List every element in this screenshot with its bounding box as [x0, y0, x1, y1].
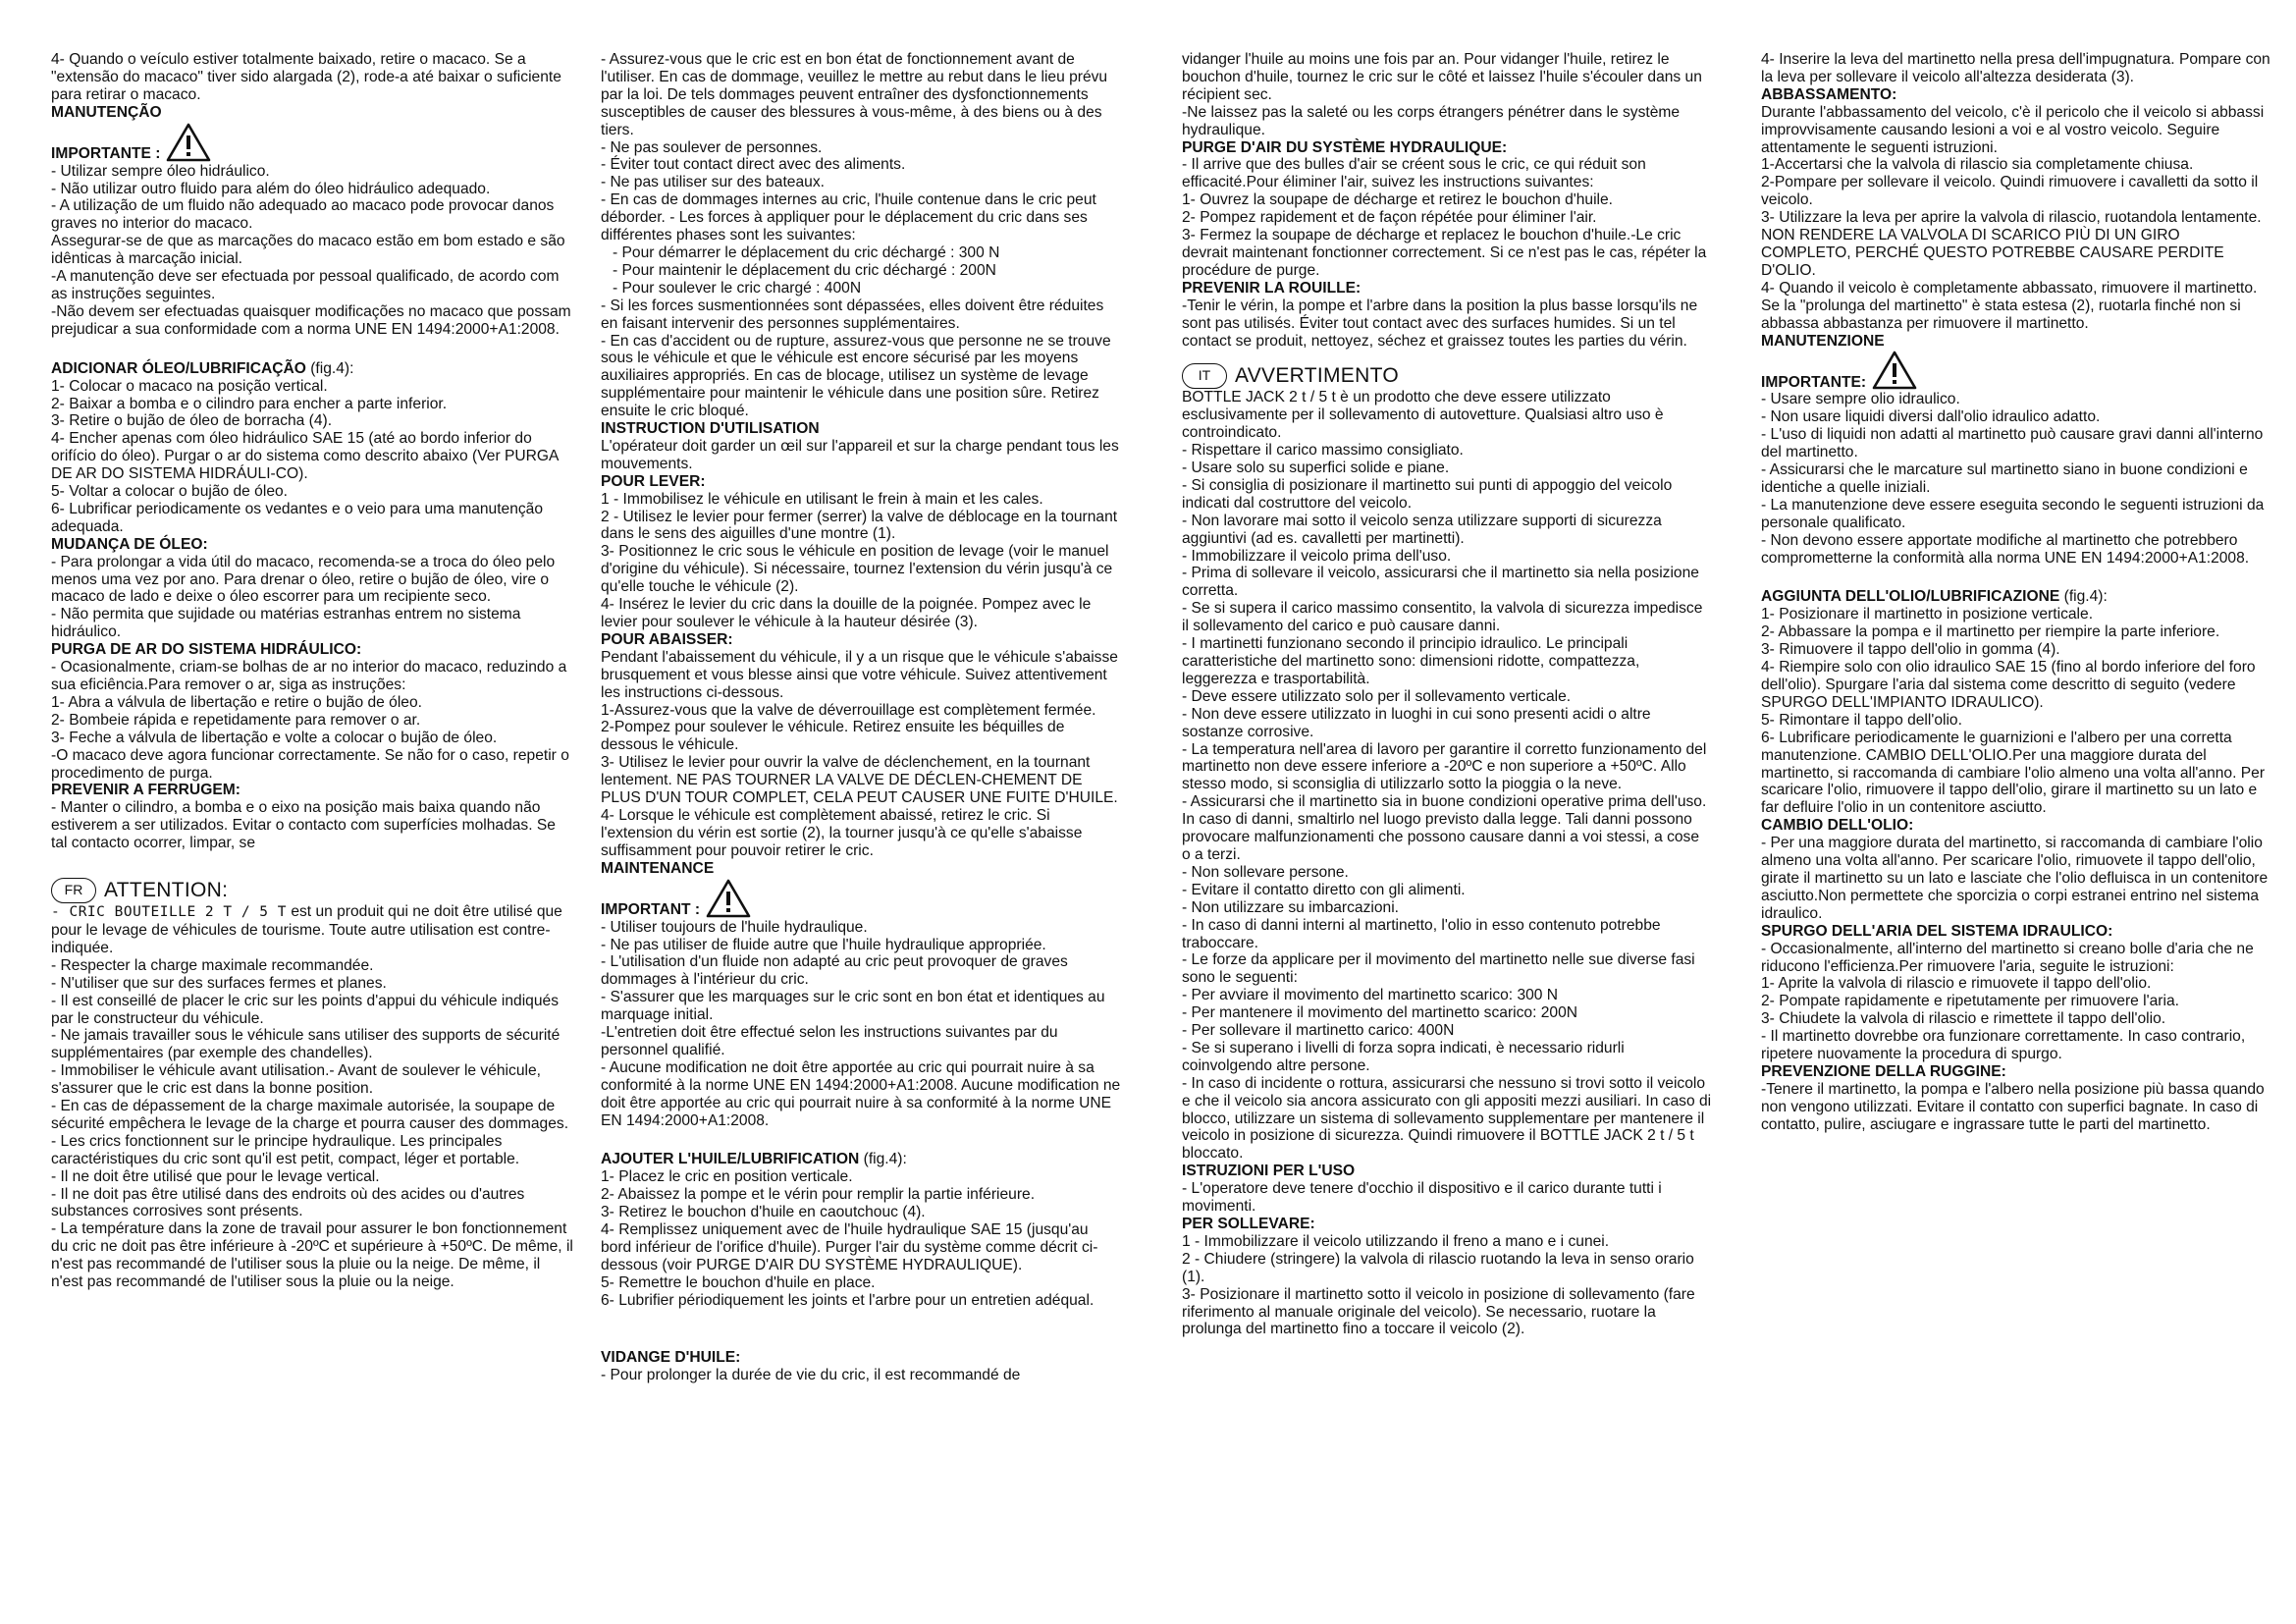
list-item: - Per mantenere il movimento del martinetto scarico: 200N — [1182, 1004, 1578, 1022]
paragraph: - L'operatore deve tenere d'occhio il dispositivo e il carico durante tutti i movimenti. — [1182, 1180, 1662, 1216]
list-item: 3- Positionnez le cric sous le véhicule en position de levage (voir le manuel d'origine du véhicule). Si nécessaire, tournez l'extension du vérin jusqu'à ce qu'elle touche le véhicule (2). — [601, 543, 1113, 596]
list-item: 3- Utilisez le levier pour ouvrir la valve de déclenchement, en la tournant lentement. NE PAS TOURNER LA VALVE DE DÉCLEN-CHEMENT DE PLUS D'UN TOUR COMPLET, CELA PEUT CAUSER UNE FUITE D'HUILE. — [601, 754, 1118, 807]
section-heading-adicionar: ADICIONAR ÓLEO/LUBRIFICAÇÃO (fig.4): — [51, 359, 354, 377]
list-item: 1- Colocar o macaco na posição vertical. — [51, 377, 328, 395]
list-item: Pendant l'abaissement du véhicule, il y a un risque que le véhicule s'abaisse brusquement et vous blesse ainsi que votre véhicule. Suivez attentivement les instructions ci-dessous. — [601, 648, 1118, 701]
paragraph: - Manter o cilindro, a bomba e o eixo na posição mais baixa quando não estiverem a ser utilizados. Evitar o contacto com superfícies molhadas. Se tal contacto ocorrer, limpar, se — [51, 799, 556, 852]
list-item: - Per sollevare il martinetto carico: 400N — [1182, 1022, 1455, 1040]
list-item: - Aucune modification ne doit être apportée au cric qui pourrait nuire à sa conformité à la norme UNE EN 1494:2000+A1:2008. Aucune modification ne doit être apportée au cric qui pourrait nuire à sa conformité à la norme UNE EN 1494:2000+A1:2008. — [601, 1058, 1121, 1129]
language-header-fr — [51, 878, 573, 903]
list-item: - Non usare liquidi diversi dall'olio idraulico adatto. — [1761, 408, 2101, 426]
list-item: 2- Abaissez la pompe et le vérin pour remplir la partie inférieure. — [601, 1186, 1036, 1204]
column-french-italian — [1182, 51, 1712, 1338]
list-item: BOTTLE JACK 2 t / 5 t è un prodotto che deve essere utilizzato esclusivamente per il sollevamento di autovetture. Qualsiasi altro uso è controindicato. — [1182, 389, 1664, 442]
list-item: - Ne pas soulever de personnes. — [601, 138, 823, 156]
list-item: 4- Insérez le levier du cric dans la douille de la poignée. Pompez avec le levier pour soulever le véhicule à la hauteur désirée (3). — [601, 596, 1092, 630]
warning-triangle-icon — [1872, 350, 1917, 391]
list-item: - Respecter la charge maximale recommandée. — [51, 956, 374, 974]
list-item: - Evitare il contatto diretto con gli alimenti. — [1182, 881, 1466, 898]
warning-triangle-icon — [706, 878, 751, 919]
list-item: 3- Retire o bujão de óleo de borracha (4). — [51, 412, 333, 430]
section-title-purge: PURGE D'AIR DU SYSTÈME HYDRAULIQUE: — [1182, 138, 1508, 156]
list-item: - Non deve essere utilizzato in luoghi in cui sono presenti acidi o altre sostanze corrosive. — [1182, 705, 1651, 740]
list-item: 3- Utilizzare la leva per aprire la valvola di rilascio, ruotandola lentamente. NON RENDERE LA VALVOLA DI SCARICO PIÙ DI UN GIRO COMPLETO, PERCHÉ QUESTO POTREBBE CAUSARE PERDITE D'OLIO. — [1761, 209, 2262, 279]
section-title-maintenance: MAINTENANCE — [601, 859, 715, 877]
list-item: - Ne jamais travailler sous le véhicule sans utiliser des supports de sécurité supplémentaires (par exemple des chandelles). — [51, 1027, 561, 1062]
list-item: - Utilizar sempre óleo hidráulico. — [51, 162, 270, 180]
list-fr-warnings — [51, 957, 573, 1291]
list-item: - Pour soulever le cric chargé : 400N — [613, 279, 862, 297]
section-title-abbassamento: ABBASSAMENTO: — [1761, 85, 1897, 103]
list-item: - Il martinetto dovrebbe ora funzionare correttamente. In caso contrario, ripetere nuovamente la procedura di spurgo. — [1761, 1028, 2246, 1063]
list-item: - Si consiglia di posizionare il martinetto sui punti di appoggio del veicolo indicati dal costruttore del veicolo. — [1182, 476, 1673, 512]
list-item: - Il ne doit être utilisé que pour le levage vertical. — [51, 1167, 380, 1185]
list-item: 4- Inserire la leva del martinetto nella presa dell'impugnatura. Pompare con la leva per sollevare il veicolo all'altezza desiderata (3). — [1761, 51, 2270, 85]
list-item: - Ne pas utiliser sur des bateaux. — [601, 174, 825, 191]
list-item: 6- Lubrificare periodicamente le guarnizioni e l'albero per una corretta manutenzione. CAMBIO DELL'OLIO.Per una maggiore durata del martinetto, si raccomanda di cambiare l'olio almeno una volta all'anno. Per scaricare l'olio, rimuovere il tappo dell'olio, girare il martinetto su un lato e far defluire l'olio in un contenitore asciutto. — [1761, 729, 2266, 817]
list-item: 3- Chiudete la valvola di rilascio e rimettete il tappo dell'olio. — [1761, 1010, 2166, 1028]
list-item: 2- Bombeie rápida e repetidamente para remover o ar. — [51, 711, 421, 729]
paragraph: -Tenere il martinetto, la pompa e l'albero nella posizione più bassa quando non vengono utilizzati. Evitare il contatto con superfici bagnate. In caso di contatto, pulire, asciugare e ingrassare tutte le parti del martinetto. — [1761, 1080, 2265, 1133]
column-portuguese — [51, 51, 573, 1291]
list-item: 1-Accertarsi che la valvola di rilascio sia completamente chiusa. — [1761, 156, 2194, 174]
list-item: - Éviter tout contact direct avec des aliments. — [601, 156, 906, 174]
section-title-spurgo: SPURGO DELL'ARIA DEL SISTEMA IDRAULICO: — [1761, 922, 2113, 940]
list-item: - Pour maintenir le déplacement du cric déchargé : 200N — [613, 261, 996, 279]
section-title-lever: POUR LEVER: — [601, 472, 706, 490]
section-heading-aggiunta: AGGIUNTA DELL'OLIO/LUBRIFICAZIONE (fig.4): — [1761, 588, 2108, 606]
section-title-prevenir: PREVENIR A FERRUGEM: — [51, 782, 240, 799]
list-item: - En cas d'accident ou de rupture, assurez-vous que personne ne se trouve sous le véhicule et que le véhicule est encore sécurisé par les moyens auxiliaires appropriés. En cas de blocage, utilisez un système de levage supplémentaire pour maintenir le véhicule dans une position sûre. Retirez ensuite le cric bloqué. — [601, 332, 1111, 420]
section-title-ruggine: PREVENZIONE DELLA RUGGINE: — [1761, 1062, 2006, 1080]
important-label: IMPORTANTE: — [1761, 373, 1867, 391]
list-item: - La manutenzione deve essere eseguita secondo le seguenti istruzioni da personale qualificato. — [1761, 496, 2265, 531]
list-item: 2 - Chiudere (stringere) la valvola di rilascio ruotando la leva in senso orario (1). — [1182, 1250, 1694, 1285]
important-label: IMPORTANTE : — [51, 144, 161, 162]
language-flag-fr: FR — [51, 878, 96, 903]
list-item: 1- Abra a válvula de libertação e retire o bujão de óleo. — [51, 693, 422, 711]
section-title-vidange: VIDANGE D'HUILE: — [601, 1348, 741, 1366]
list-item: - Les crics fonctionnent sur le principe hydraulique. Les principales caractéristiques du cric sont qu'il est petit, compact, léger et portable. — [51, 1132, 520, 1167]
list-item: -A manutenção deve ser efectuada por pessoal qualificado, de acordo com as instruções seguintes. — [51, 268, 560, 302]
paragraph: L'opérateur doit garder un œil sur l'appareil et sur la charge pendant tous les mouvements. — [601, 437, 1119, 472]
list-item: - Immobiliser le véhicule avant utilisation.- Avant de soulever le véhicule, s'assurer que le cric est dans la bonne position. — [51, 1062, 541, 1098]
list-item: 1- Posizionare il martinetto in posizione verticale. — [1761, 606, 2094, 623]
section-title-abaisser: POUR ABAISSER: — [601, 630, 733, 648]
column-french — [601, 51, 1123, 1383]
list-item: 2- Pompez rapidement et de façon répétée pour éliminer l'air. — [1182, 209, 1597, 227]
list-item: - La température dans la zone de travail pour assurer le bon fonctionnement du cric ne doit pas être inférieure à -20ºC et supérieure à +50ºC. De même, il n'est pas recommandé de l'utiliser sous la pluie ou la neige. De même, il n'est pas recommandé de l'utiliser sous la pluie ou la neige. — [51, 1220, 573, 1291]
section-title-cambio: CAMBIO DELL'OLIO: — [1761, 817, 1914, 835]
list-item: 4- Quando il veicolo è completamente abbassato, rimuovere il martinetto. Se la "prolunga del martinetto" è stata estesa (2), ruotarla finché non si abbassa abbastanza per rimuovere il martinetto. — [1761, 279, 2258, 332]
important-heading — [601, 878, 1123, 919]
list-item: - Il est conseillé de placer le cric sur les points d'appui du véhicule indiqués par le constructeur du véhicule. — [51, 992, 559, 1027]
list-item: Assegurar-se de que as marcações do macaco estão em bom estado e são idênticas à marcação inicial. — [51, 233, 565, 268]
section-title-purga: PURGA DE AR DO SISTEMA HIDRÁULICO: — [51, 641, 362, 659]
attention-title: ATTENTION: — [104, 879, 229, 902]
list-item: 2 - Utilisez le levier pour fermer (serrer) la valve de déblocage en la tournant dans le sens des aiguilles d'une montre (1). — [601, 508, 1118, 543]
list-item: 2-Pompare per sollevare il veicolo. Quindi rimuovere i cavalletti da sotto il veicolo. — [1761, 174, 2259, 209]
list-item: -Não devem ser efectuadas quaisquer modificações no macaco que possam prejudicar a sua conformidade com a norma UNE EN 1494:2000+A1:2008. — [51, 302, 571, 338]
list-item: - Se si supera il carico massimo consentito, la valvola di sicurezza impedisce il sollevamento del carico e può causare danni. — [1182, 600, 1703, 635]
product-intro: - CRIC BOUTEILLE 2 T / 5 T est un produit qui ne doit être utilisé que pour le levage de véhicules de tourisme. Toute autre utilisation est contre-indiquée. — [51, 903, 562, 956]
avvertimento-title: AVVERTIMENTO — [1235, 364, 1399, 388]
warning-triangle-icon — [166, 122, 211, 163]
list-item: - Se si superano i livelli di forza sopra indicati, è necessario ridurli coinvolgendo altre persone. — [1182, 1039, 1625, 1074]
paragraph: - Pour prolonger la durée de vie du cric, il est recommandé de — [601, 1366, 1021, 1383]
paragraph: - Per una maggiore durata del martinetto, si raccomanda di cambiare l'olio almeno una volta all'anno. Per scaricare l'olio, rimuovete il tappo dell'olio, girate il martinetto su un lato e lasciate che l'olio defluisca in un contenitore asciutto.Non permettete che sporcizia o corpi estranei entrino nel sistema idraulico. — [1761, 835, 2269, 922]
list-item: - L'utilisation d'un fluide non adapté au cric peut provoquer de graves dommages à l'intérieur du cric. — [601, 953, 1068, 989]
list-item: 3- Retirez le bouchon d'huile en caoutchouc (4). — [601, 1204, 926, 1221]
list-item: 6- Lubrifier périodiquement les joints et l'arbre pour un entretien adéqual. — [601, 1291, 1095, 1309]
list-item: - En cas de dépassement de la charge maximale autorisée, la soupape de sécurité empêchera le levage de la charge et pourra causer des dommages. — [51, 1098, 569, 1132]
list-item: - Le forze da applicare per il movimento del martinetto nelle sue diverse fasi sono le seguenti: — [1182, 951, 1695, 987]
list-item: 4- Remplissez uniquement avec de l'huile hydraulique SAE 15 (jusqu'au bord inférieur de l'orifice d'huile). Purger l'air du système comme décrit ci-dessous (voir PURGE D'AIR DU SYSTÈME HYDRAULIQUE). — [601, 1221, 1098, 1273]
list-adicionar — [51, 378, 573, 536]
paragraph: -Tenir le vérin, la pompe et l'arbre dans la position la plus basse lorsqu'ils ne sont pas utilisés. Éviter tout contact avec des surfaces humides. Si un tel contact se produit, nettoyez, séchez et graissez toutes les parties du vérin. — [1182, 297, 1698, 350]
list-item: - Rispettare il carico massimo consigliato. — [1182, 442, 1464, 460]
section-title-manutencao: MANUTENÇÃO — [51, 103, 162, 121]
list-item: - La temperatura nell'area di lavoro per garantire il corretto funzionamento del martinetto non deve essere inferiore a -20ºC e non superiore a +50ºC. Allo stesso modo, si sconsiglia di utilizzarlo sotto la pioggia o la neve. — [1182, 740, 1707, 793]
list-item: 6- Lubrificar periodicamente os vedantes e o veio para uma manutenção adequada. — [51, 500, 544, 535]
list-item: 3- Fermez la soupape de décharge et replacez le bouchon d'huile.-Le cric devrait maintenant fonctionner correctement. Si ce n'est pas le cas, répéter la procédure de purge. — [1182, 227, 1707, 279]
list-item: - In caso di danni interni al martinetto, l'olio in esso contenuto potrebbe traboccare. — [1182, 916, 1661, 951]
list-item: 2-Pompez pour soulever le véhicule. Retirez ensuite les béquilles de dessous le véhicule. — [601, 719, 1065, 754]
list-item: - Il arrive que des bulles d'air se créent sous le cric, ce qui réduit son efficacité.Pour éliminer l'air, suivez les instructions suivantes: — [1182, 156, 1646, 191]
list-item: - A utilização de um fluido não adequado ao macaco pode provocar danos graves no interior do macaco. — [51, 197, 555, 233]
list-item: 3- Feche a válvula de libertação e volte a colocar o bujão de óleo. — [51, 729, 498, 746]
paragraph: -Ne laissez pas la saleté ou les corps étrangers pénétrer dans le système hydraulique. — [1182, 103, 1681, 138]
list-item: 1- Placez le cric en position verticale. — [601, 1168, 853, 1186]
list-item: - Non lavorare mai sotto il veicolo senza utilizzare supporti di sicurezza aggiuntivi (ad es. cavalletti per martinetti). — [1182, 512, 1662, 547]
list-item: - Usare solo su superfici solide e piane. — [1182, 460, 1450, 477]
list-item: 1- Aprite la valvola di rilascio e rimuovete il tappo dell'olio. — [1761, 975, 2152, 993]
section-title-mudanca: MUDANÇA DE ÓLEO: — [51, 535, 208, 553]
section-title-sollevare: PER SOLLEVARE: — [1182, 1216, 1315, 1232]
section-title-istruzioni: ISTRUZIONI PER L'USO — [1182, 1163, 1356, 1180]
list-item: - Il ne doit pas être utilisé dans des endroits où des acides ou d'autres substances corrosives sont présents. — [51, 1185, 525, 1220]
list-item: 4- Riempire solo con olio idraulico SAE 15 (fino al bordo inferiore del foro dell'olio). Spurgare l'aria dal sistema come descritto di seguito (vedere SPURGO DELL'IMPIANTO IDRAULICO). — [1761, 659, 2256, 711]
intro-text: 4- Quando o veículo estiver totalmente baixado, retire o macaco. Se a "extensão do macaco" tiver sido alargada (2), rode-a até baixar o suficiente para retirar o macaco. — [51, 51, 561, 103]
list-item: 1-Assurez-vous que la valve de déverrouillage est complètement fermée. — [601, 701, 1096, 719]
list-item: - Non sollevare persone. — [1182, 863, 1349, 881]
important-heading — [51, 122, 573, 163]
list-item: - Pour démarrer le déplacement du cric déchargé : 300 N — [613, 244, 1000, 261]
list-item: - L'uso di liquidi non adatti al martinetto può causare gravi danni all'interno del martinetto. — [1761, 426, 2264, 461]
section-title-manutenzione: MANUTENZIONE — [1761, 332, 1885, 350]
list-item: 1 - Immobilisez le véhicule en utilisant le frein à main et les cales. — [601, 490, 1043, 508]
section-heading-ajouter: AJOUTER L'HUILE/LUBRIFICATION (fig.4): — [601, 1151, 907, 1168]
list-item: - Non devono essere apportate modifiche al martinetto che potrebbero comprometterne la conformità alla norma UNE EN 1494:2000+A1:2008. — [1761, 531, 2250, 567]
paragraph: vidanger l'huile au moins une fois par an. Pour vidanger l'huile, retirez le bouchon d'huile, tournez le cric sur le côté et laissez l'huile s'écouler dans un récipient sec. — [1182, 51, 1702, 103]
list-item: - Utiliser toujours de l'huile hydraulique. — [601, 918, 868, 936]
list-item: - Ne pas utiliser de fluide autre que l'huile hydraulique appropriée. — [601, 936, 1046, 953]
section-title-rouille: PREVENIR LA ROUILLE: — [1182, 279, 1362, 297]
list-item: 3- Rimuovere il tappo dell'olio in gomma (4). — [1761, 641, 2060, 659]
section-title-instruction: INSTRUCTION D'UTILISATION — [601, 420, 820, 438]
list-item: Durante l'abbassamento del veicolo, c'è il pericolo che il veicolo si abbassi improvvisamente causando lesioni a voi e al vostro veicolo. Seguire attentamente le seguenti istruzioni. — [1761, 103, 2265, 156]
list-item: - Assicurarsi che le marcature sul martinetto siano in buone condizioni e identiche a quelle iniziali. — [1761, 461, 2248, 496]
list-item: 3- Posizionare il martinetto sotto il veicolo in posizione di sollevamento (fare riferimento al manuale originale del veicolo). Se necessario, ruotare la prolunga del martinetto fino a toccare il veicolo (2). — [1182, 1285, 1695, 1338]
important-label: IMPORTANT : — [601, 900, 701, 918]
list-item: - Occasionalmente, all'interno del martinetto si creano bolle d'aria che ne riducono l'efficienza.Per rimuovere l'aria, seguite le istruzioni: — [1761, 940, 2254, 975]
list-item: - N'utiliser que sur des surfaces fermes et planes. — [51, 974, 387, 992]
list-item: - En cas de dommages internes au cric, l'huile contenue dans le cric peut déborder. - Les forces à appliquer pour le déplacement du cric dans ses différentes phases sont les suivantes: — [601, 191, 1096, 244]
list-item: -O macaco deve agora funcionar correctamente. Se não for o caso, repetir o procedimento de purga. — [51, 746, 569, 782]
list-item: 4- Encher apenas com óleo hidráulico SAE 15 (até ao bordo inferior do orifício do óleo). Purgar o ar do sistema como descrito abaixo (Ver PURGA DE AR DO SISTEMA HIDRÁULI-CO). — [51, 430, 559, 483]
list-item: 4- Lorsque le véhicule est complètement abaissé, retirez le cric. Si l'extension du vérin est sortie (2), la tourner jusqu'à ce qu'elle s'abaisse suffisamment pour pouvoir retirer le cric. — [601, 806, 1083, 859]
list-item: 5- Remettre le bouchon d'huile en place. — [601, 1273, 876, 1291]
list-item: - S'assurer que les marquages sur le cric sont en bon état et identiques au marquage initial. — [601, 989, 1105, 1024]
list-manutencao — [51, 163, 573, 339]
list-item: - Per avviare il movimento del martinetto scarico: 300 N — [1182, 987, 1559, 1004]
list-item: - Prima di sollevare il veicolo, assicurarsi che il martinetto sia nella posizione corretta. — [1182, 565, 1699, 600]
list-item: 2- Baixar a bomba e o cilindro para encher a parte inferior. — [51, 395, 448, 412]
list-item: - Assicurarsi che il martinetto sia in buone condizioni operative prima dell'uso. In caso di danni, smaltirlo nel luogo previsto dalla legge. Tali danni possono provocare malfunzionamenti che possono causare danni a voi stessi, a cose o a terzi. — [1182, 793, 1707, 863]
list-item: - Ocasionalmente, criam-se bolhas de ar no interior do macaco, reduzindo a sua eficiência.Para remover o ar, siga as instruções: — [51, 659, 567, 693]
list-item: - In caso di incidente o rottura, assicurarsi che nessuno si trovi sotto il veicolo e che il veicolo sia ancora assicurato con gli appositi mezzi ausiliari. In caso di blocco, utilizzare un sistema di sollevamento supplementare per mantenere il veicolo in posizione di sicurezza. Quindi rimuovere il BOTTLE JACK 2 t / 5 t bloccato. — [1182, 1074, 1712, 1163]
list-item: - Immobilizzare il veicolo prima dell'uso. — [1182, 547, 1452, 565]
list-item: -L'entretien doit être effectué selon les instructions suivantes par du personnel qualifié. — [601, 1024, 1058, 1058]
list-it-warnings — [1182, 389, 1712, 1163]
list-item: 5- Rimontare il tappo dell'olio. — [1761, 711, 1962, 729]
list-item: 5- Voltar a colocar o bujão de óleo. — [51, 483, 288, 501]
list-item: - Non utilizzare su imbarcazioni. — [1182, 898, 1399, 916]
language-flag-it: IT — [1182, 363, 1227, 389]
list-item: - Si les forces susmentionnées sont dépassées, elles doivent être réduites en faisant intervenir des personnes supplémentaires. — [601, 297, 1104, 332]
list-item: - I martinetti funzionano secondo il principio idraulico. Le principali caratteristiche del martinetto sono: dimensioni ridotte, compattezza, leggerezza e trasportabilità. — [1182, 635, 1640, 687]
list-item: 2- Pompate rapidamente e ripetutamente per rimuovere l'aria. — [1761, 993, 2179, 1010]
list-item: - Não utilizar outro fluido para além do óleo hidráulico adequado. — [51, 180, 491, 197]
language-header-it — [1182, 363, 1712, 389]
list-item: - Usare sempre olio idraulico. — [1761, 391, 1960, 408]
list-item: 2- Abbassare la pompa e il martinetto per riempire la parte inferiore. — [1761, 623, 2220, 641]
column-italian — [1761, 51, 2273, 1134]
list-item: - Não permita que sujidade ou matérias estranhas entrem no sistema hidráulico. — [51, 606, 521, 641]
important-heading — [1761, 350, 2273, 391]
list-item: 1 - Immobilizzare il veicolo utilizzando il freno a mano e i cunei. — [1182, 1232, 1610, 1250]
list-item: - Para prolongar a vida útil do macaco, recomenda-se a troca do óleo pelo menos uma vez por ano. Para drenar o óleo, retire o bujão de óleo, vire o macaco de lado e deixe o óleo escorrer para um recipiente seco. — [51, 553, 556, 606]
list-item: - Assurez-vous que le cric est en bon état de fonctionnement avant de l'utiliser. En cas de dommage, veuillez le mettre au rebut dans le lieu prévu par la loi. De tels dommages peuvent entraîner des dysfonctionnements susceptibles de causer des blessures à vous-même, à des biens ou à des tiers. — [601, 51, 1108, 138]
list-item: - Deve essere utilizzato solo per il sollevamento verticale. — [1182, 687, 1572, 705]
list-item: 1- Ouvrez la soupape de décharge et retirez le bouchon d'huile. — [1182, 191, 1614, 209]
